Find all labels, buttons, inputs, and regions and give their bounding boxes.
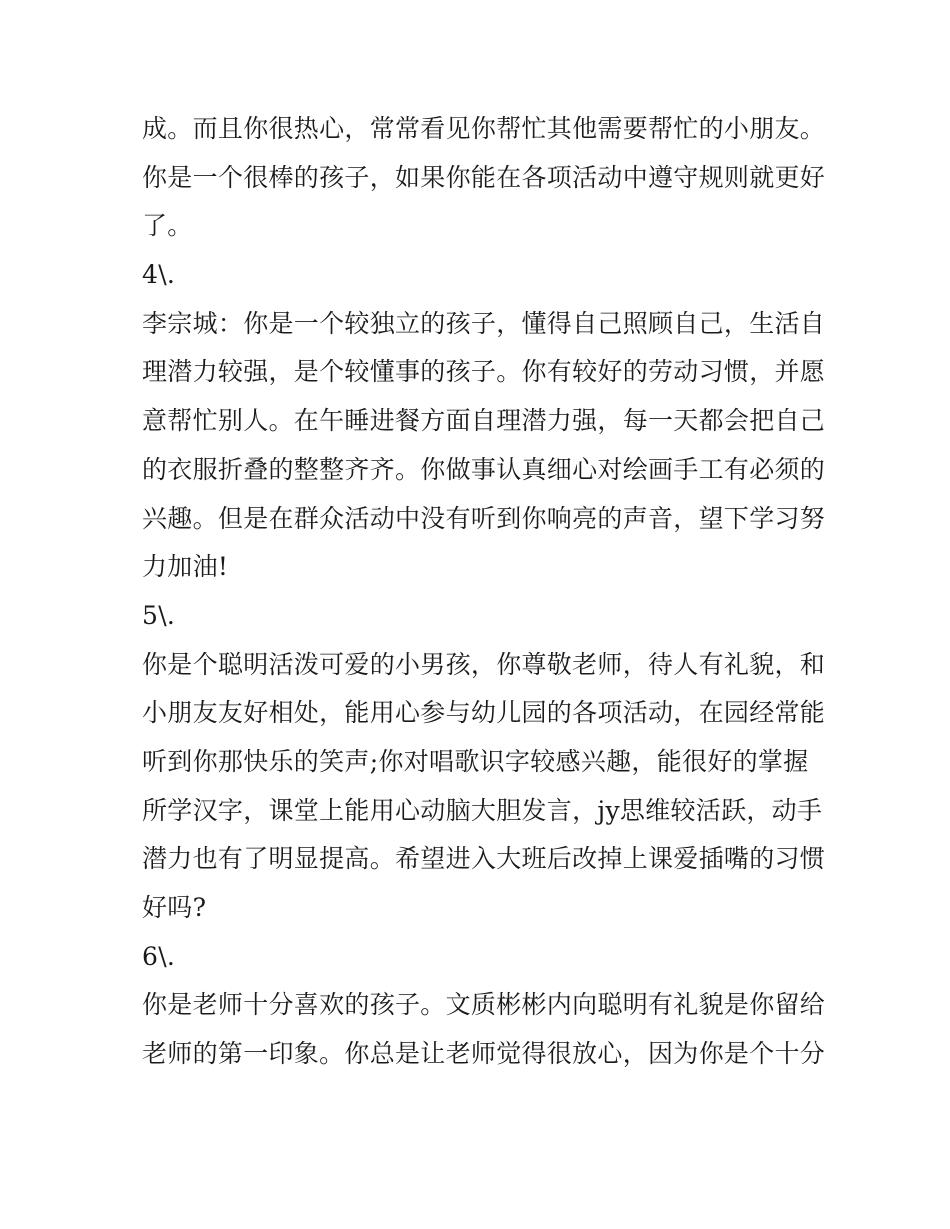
paragraph-line: 你是老师十分喜欢的孩子。文质彬彬内向聪明有礼貌是你留给 [142, 990, 826, 1020]
paragraph-line: 了。 [142, 211, 193, 241]
paragraph-line: 你是一个很棒的孩子，如果你能在各项活动中遵守规则就更好 [142, 162, 826, 192]
paragraph-line: 好吗? [142, 893, 207, 922]
document-body [142, 105, 826, 1079]
paragraph-line: 意帮忙别人。在午睡进餐方面自理潜力强，每一天都会把自己 [142, 406, 826, 436]
paragraph-line: 李宗城：你是一个较独立的孩子，懂得自己照顾自己，生活自 [142, 308, 826, 338]
section-number: 5\. [142, 600, 176, 630]
paragraph-line: 老师的第一印象。你总是让老师觉得很放心，因为你是个十分 [142, 1039, 826, 1069]
paragraph-line: 你是个聪明活泼可爱的小男孩，你尊敬老师，待人有礼貌，和 [142, 649, 826, 679]
paragraph-line: 听到你那快乐的笑声;你对唱歌识字较感兴趣，能很好的掌握 [142, 746, 809, 776]
paragraph-line: 兴趣。但是在群众活动中没有听到你响亮的声音，望下学习努 [142, 503, 826, 533]
paragraph-line: 的衣服折叠的整整齐齐。你做事认真细心对绘画手工有必须的 [142, 454, 826, 484]
paragraph-line: 理潜力较强，是个较懂事的孩子。你有较好的劳动习惯，并愿 [142, 357, 826, 387]
paragraph-line: 所学汉字，课堂上能用心动脑大胆发言，jy思维较活跃，动手 [142, 795, 823, 825]
paragraph-line: 力加油! [142, 552, 229, 582]
section-number: 4\. [142, 260, 176, 290]
paragraph-line: 潜力也有了明显提高。希望进入大班后改掉上课爱插嘴的习惯 [142, 844, 826, 874]
paragraph-line: 小朋友友好相处，能用心参与幼儿园的各项活动，在园经常能 [142, 698, 826, 728]
paragraph-line: 成。而且你很热心，常常看见你帮忙其他需要帮忙的小朋友。 [142, 114, 826, 143]
section-number: 6\. [142, 941, 176, 971]
